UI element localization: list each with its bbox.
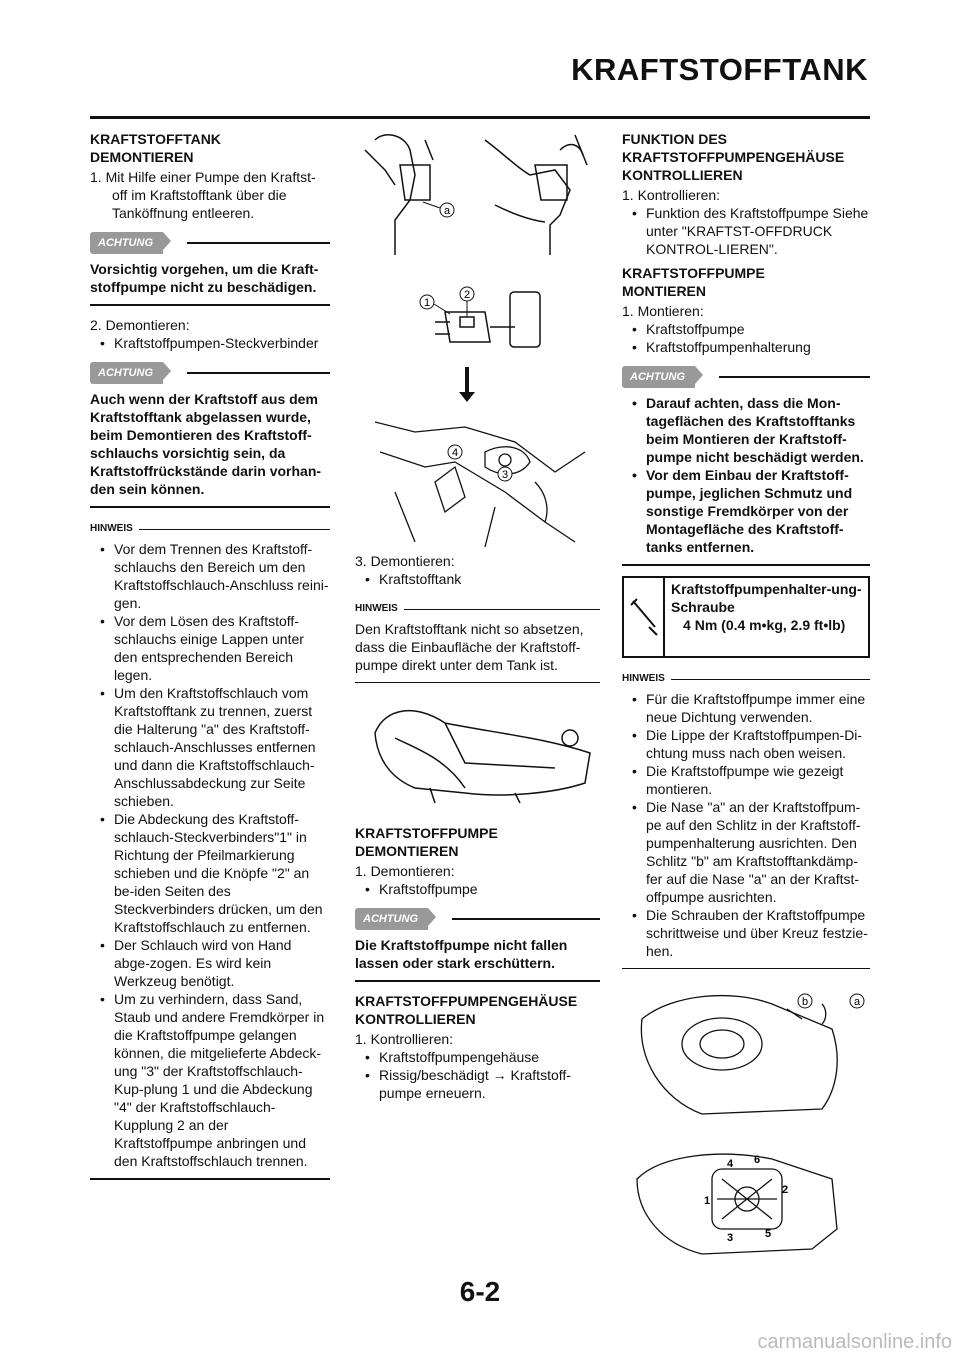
- caution-badge: ACHTUNG: [90, 232, 163, 254]
- note-header: [90, 520, 330, 538]
- caution-item: • Vor dem Einbau der Kraftstoff-pumpe, jeglichen Schmutz und sonstige Fremdkörper von der Montagefläche des Kraftstoff-tanks entfernen.: [622, 466, 870, 556]
- step-2: 2. Demontieren:: [90, 317, 190, 333]
- step-m1: 1. Montieren:: [622, 303, 704, 319]
- note-item: • Vor dem Trennen des Kraftstoff-schlauchs den Bereich um den Kraftstoffschlauch-Anschluss reini-gen.: [90, 540, 330, 612]
- note-item: • Der Schlauch wird von Hand abge-zogen. Es wird kein Werkzeug benötigt.: [90, 936, 330, 990]
- page-title: KRAFTSTOFFTANK: [571, 52, 868, 87]
- note-header: [622, 670, 870, 688]
- caution-text: Auch wenn der Kraftstoff aus dem Kraftstofftank abgelassen wurde, beim Demontieren des Kraftstoff-schlauchs vorsichtig sein, da Kraftstoffrückstände darin vorhan-den sein können.: [90, 391, 322, 497]
- callout-2: 2: [463, 289, 471, 301]
- step-d1-item: • Kraftstoffpumpe: [355, 880, 600, 898]
- note-item: • Die Nase "a" an der Kraftstoffpum-pe auf den Schlitz in der Kraftstoff-pumpenhalterung ausrichten. Den Schlitz "b" am Kraftstofftankdämp-fer auf die Nase "a" an der Kraftst-offpumpe ausrichten.: [622, 798, 870, 906]
- watermark: carmanualsonline.info: [757, 1331, 952, 1353]
- figure-fuel-tank: [355, 693, 600, 818]
- caution-item: • Darauf achten, dass die Mon-tageflächen des Kraftstofftanks beim Montieren der Kraftstoff-pumpe nicht beschädigt werden.: [622, 394, 870, 466]
- caution-text: Vorsichtig vorgehen, um die Kraft-stoffpumpe nicht zu beschädigen.: [90, 261, 319, 295]
- note-item: • Um zu verhindern, dass Sand, Staub und andere Fremdkörper in die Kraftstoffpumpe gelangen können, die mitgelieferte Abdeck-ung "3" der Kraftstoffschlauch-Kup-plung 1 und die Abdeckung "4" der Kraftstoffschlauch-Kupplung 2 an der Kraftstoffpumpe anbringen und den Kraftstoffschlauch trennen.: [90, 990, 330, 1170]
- caution-badge: ACHTUNG: [622, 366, 695, 388]
- torque-spec-box: [622, 576, 870, 658]
- column-middle: [355, 130, 600, 1102]
- note-item: • Vor dem Lösen des Kraftstoff-schlauchs einige Lappen unter den entsprechenden Bereich legen.: [90, 612, 330, 684]
- note-item: • Die Kraftstoffpumpe wie gezeigt montieren.: [622, 762, 870, 798]
- column-left: [90, 130, 330, 1190]
- page-number: 6-2: [459, 1276, 501, 1307]
- step-k1-detail: • Rissig/beschädigt → Kraftstoff-pumpe erneuern.: [355, 1066, 600, 1102]
- step-m1-item: • Kraftstoffpumpe: [622, 320, 870, 338]
- step-1: 1. Mit Hilfe einer Pumpe den Kraftst-off im Kraftstofftank über die Tanköffnung entleeren.: [90, 169, 316, 221]
- caution-badge: ACHTUNG: [355, 908, 428, 930]
- callout-3: 3: [501, 469, 509, 481]
- note-item: • Für die Kraftstoffpumpe immer eine neue Dichtung verwenden.: [622, 690, 870, 726]
- section-heading-housing-check: KRAFTSTOFFPUMPENGEHÄUSE KONTROLLIEREN: [355, 993, 578, 1027]
- caution-header: [90, 232, 330, 254]
- torque-wrench-icon: [624, 578, 665, 656]
- step-f1-item: • Funktion des Kraftstoffpumpe Siehe unter "KRAFTST-OFFDRUCK KONTROL-LIEREN".: [622, 204, 870, 258]
- step-3: 3. Demontieren:: [355, 553, 455, 569]
- bolt-number-6: 6: [754, 1154, 761, 1166]
- bolt-number-4: 4: [727, 1158, 734, 1170]
- step-d1: 1. Demontieren:: [355, 863, 455, 879]
- note-label: HINWEIS: [355, 603, 398, 614]
- note-item: • Um den Kraftstoffschlauch vom Kraftstofftank zu trennen, zuerst die Halterung "a" des Kraftstoff-schlauch-Anschlusses entfernen und dann die Kraftstoffschlauch-Anschlussabdeckung zur Seite schieben.: [90, 684, 330, 810]
- note-item: • Die Abdeckung des Kraftstoff-schlauch-Steckverbinders"1" in Richtung der Pfeilmarkierung schieben und die Knöpfe "2" an be-iden Seiten des Steckverbinders drücken, um den Kraftstoffschlauch zu entfernen.: [90, 810, 330, 936]
- caution-header: [355, 908, 600, 930]
- column-right: [622, 130, 870, 1279]
- section-heading-tank-removal: KRAFTSTOFFTANK DEMONTIEREN: [90, 131, 221, 165]
- step-k1: 1. Kontrollieren:: [355, 1031, 454, 1047]
- note-label: HINWEIS: [90, 523, 133, 534]
- section-heading-pump-removal: KRAFTSTOFFPUMPE DEMONTIEREN: [355, 825, 498, 859]
- callout-1: 1: [423, 297, 431, 309]
- step-3-item: • Kraftstofftank: [355, 570, 600, 588]
- callout-b: b: [801, 996, 809, 1008]
- step-m1-item: • Kraftstoffpumpenhalterung: [622, 338, 870, 356]
- note-text: Den Kraftstofftank nicht so absetzen, dass die Einbaufläche der Kraftstoff-pumpe direkt unter dem Tank ist.: [355, 621, 584, 673]
- torque-name: Kraftstoffpumpenhalter-ung-Schraube: [671, 581, 862, 615]
- step-f1: 1. Kontrollieren:: [622, 187, 721, 203]
- callout-a: a: [853, 996, 861, 1008]
- figure-hose-caps: [355, 412, 600, 552]
- step-k1-item: • Kraftstoffpumpengehäuse: [355, 1048, 600, 1066]
- note-item: • Die Lippe der Kraftstoffpumpen-Di-chtung muss nach oben weisen.: [622, 726, 870, 762]
- caution-text: Die Kraftstoffpumpe nicht fallen lassen oder stark erschüttern.: [355, 937, 568, 971]
- step-2-item: • Kraftstoffpumpen-Steckverbinder: [90, 334, 330, 352]
- header-rule: [90, 116, 870, 119]
- note-header: [355, 600, 600, 618]
- section-heading-pump-install: KRAFTSTOFFPUMPE MONTIEREN: [622, 265, 765, 299]
- figure-connector-cover: [355, 272, 600, 412]
- bolt-number-5: 5: [765, 1228, 772, 1240]
- section-heading-function-check: FUNKTION DES KRAFTSTOFFPUMPENGEHÄUSE KONTROLLIEREN: [622, 131, 845, 183]
- callout-a: a: [443, 205, 451, 217]
- caution-header: [90, 362, 330, 384]
- caution-header: [622, 366, 870, 388]
- bolt-number-2: 2: [782, 1184, 789, 1196]
- bolt-number-1: 1: [704, 1195, 711, 1207]
- figure-fuel-hose-connector: [355, 130, 600, 260]
- bolt-number-3: 3: [727, 1232, 734, 1244]
- caution-badge: ACHTUNG: [90, 362, 163, 384]
- note-item: • Die Schrauben der Kraftstoffpumpe schrittweise und über Kreuz festzie-hen.: [622, 906, 870, 960]
- torque-value: 4 Nm (0.4 m•kg, 2.9 ft•lb): [683, 617, 846, 633]
- callout-4: 4: [451, 447, 459, 459]
- figure-pump-installation: [622, 979, 870, 1279]
- note-label: HINWEIS: [622, 673, 665, 684]
